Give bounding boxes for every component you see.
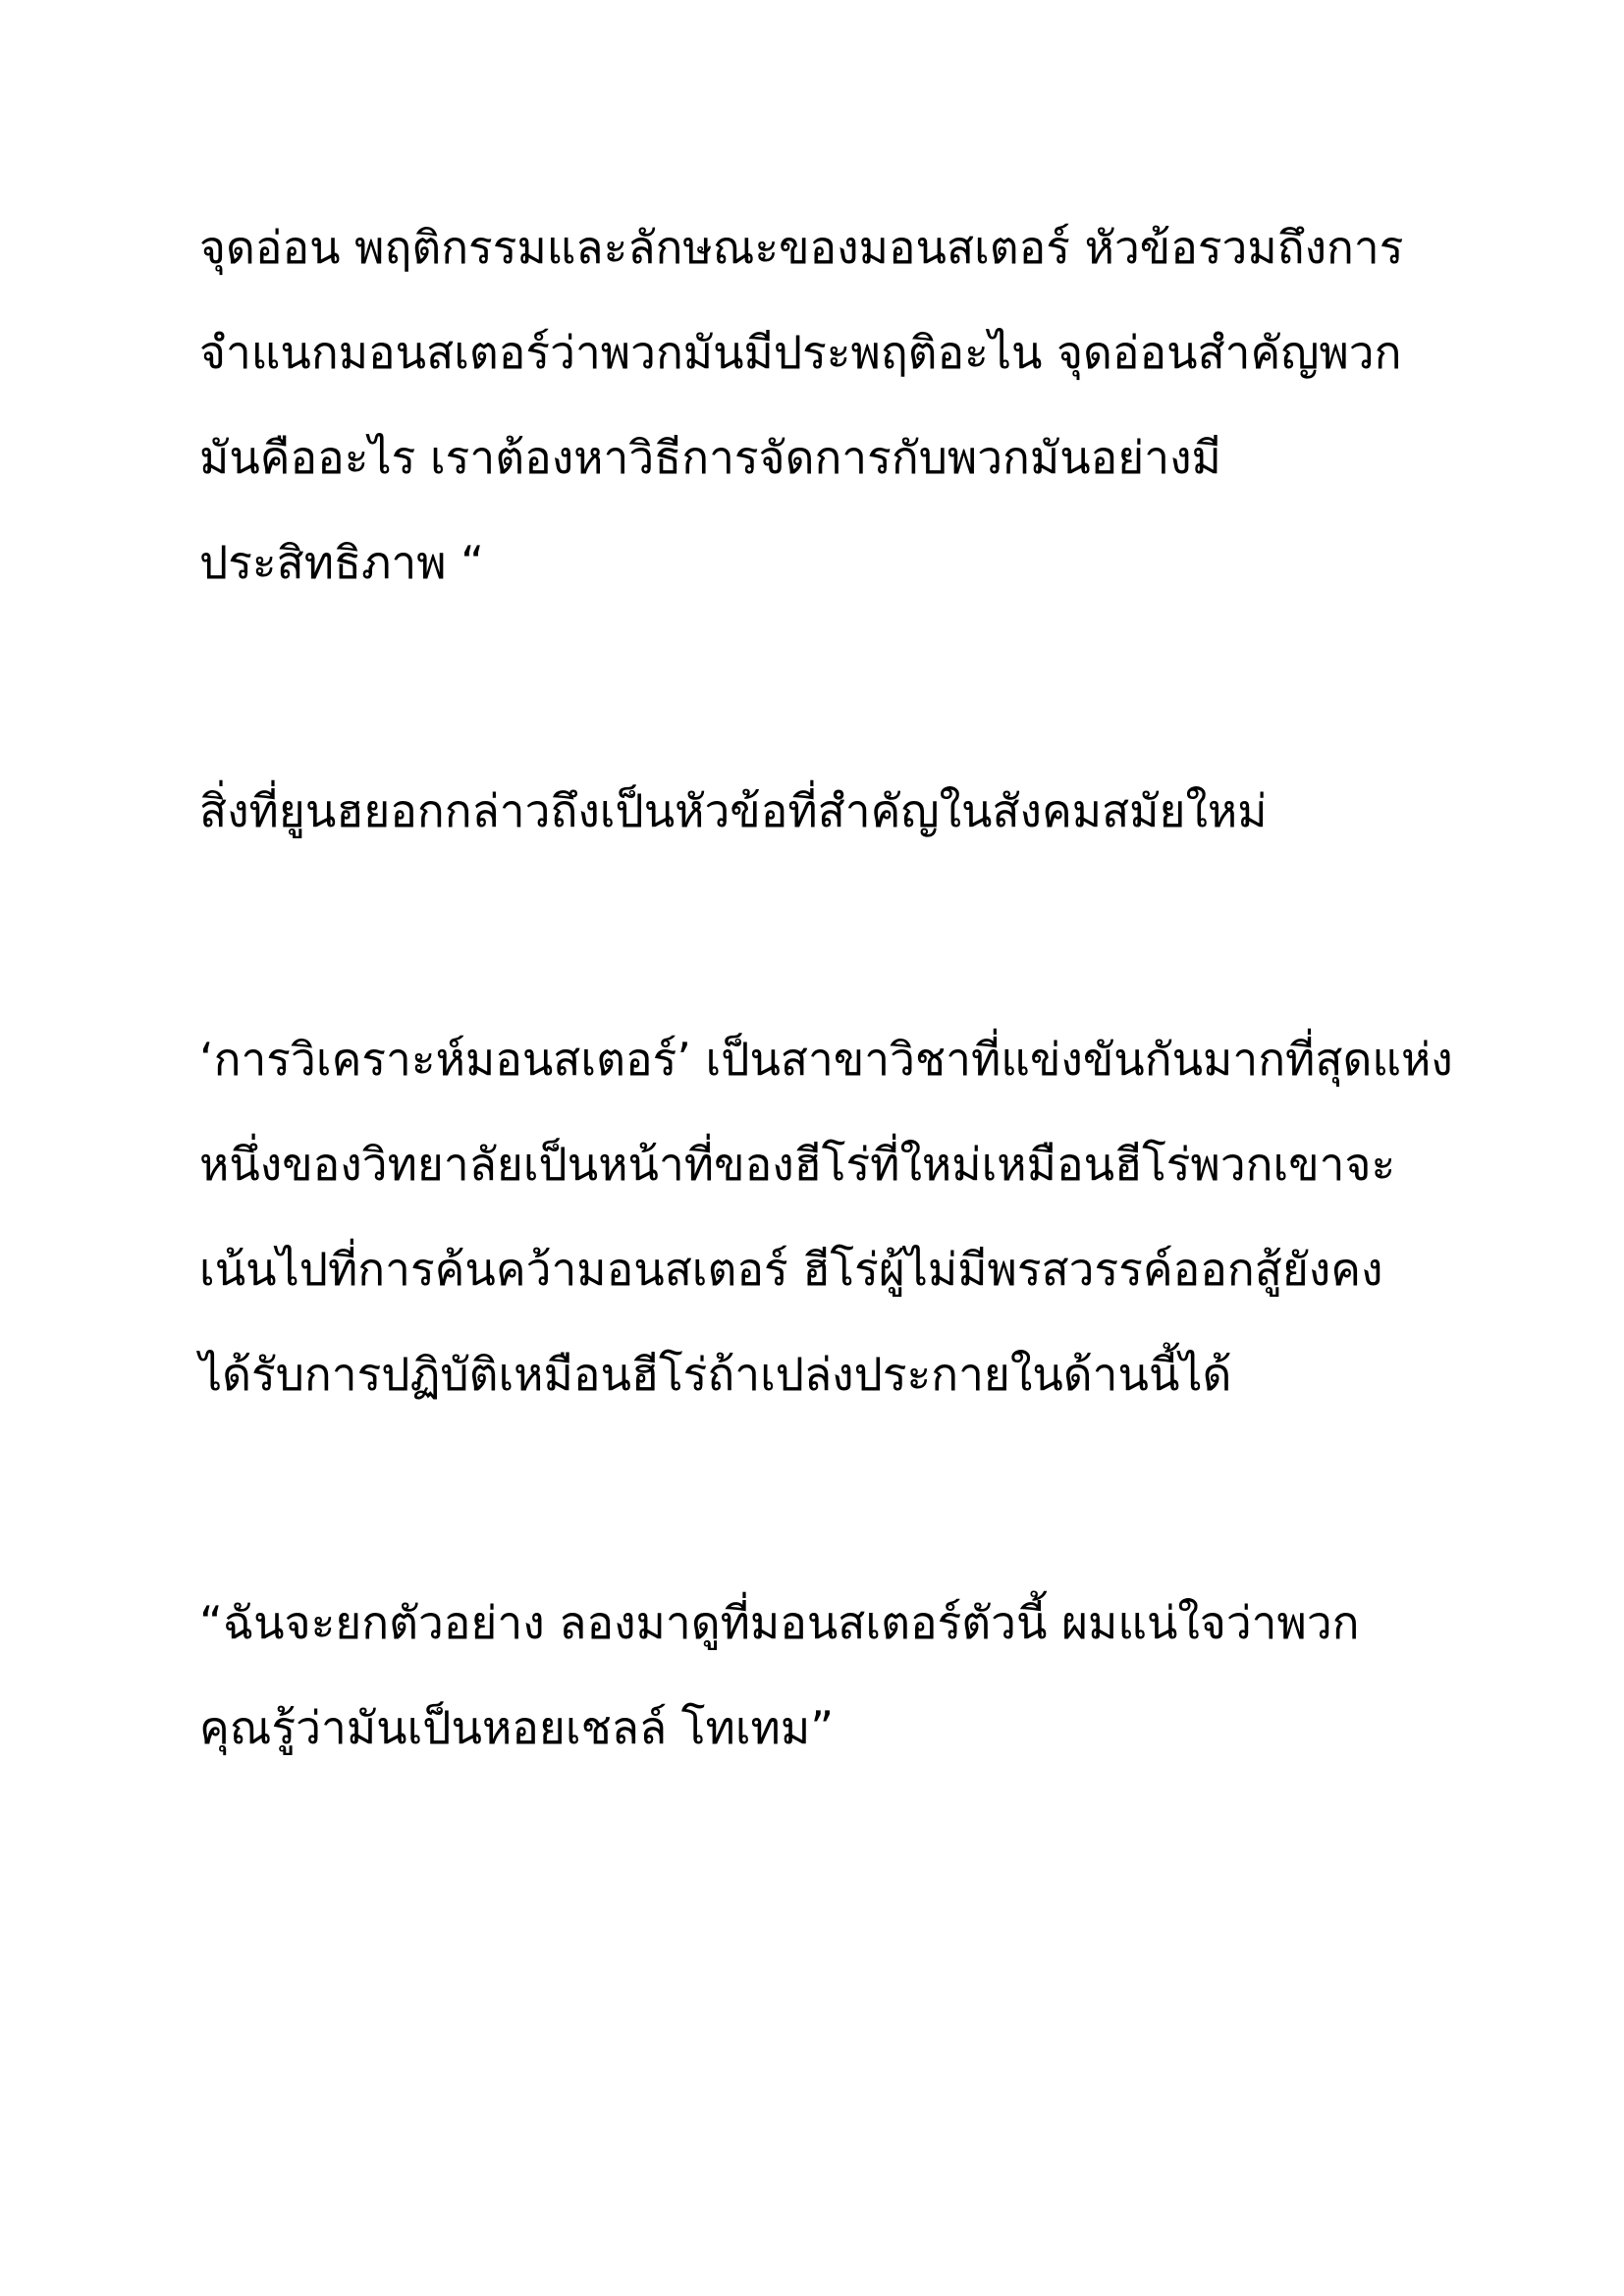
text-line: ‘การวิเคราะห์มอนสเตอร์’ เป็นสาขาวิชาที่แข่งขันกันมากที่สุดแห่ง xyxy=(199,1033,1453,1086)
text-line: จำแนกมอนสเตอร์ว่าพวกมันมีประพฤติอะไน จุดอ่อนสำคัญพวก xyxy=(199,326,1402,379)
text-line: หนึ่งของวิทยาลัยเป็นหน้าที่ของฮีโร่ที่ใหม่เหมือนฮีโร่พวกเขาจะ xyxy=(199,1138,1396,1191)
text-line: เน้นไปที่การค้นคว้ามอนสเตอร์ ฮีโร่ผู้ไม่มีพรสวรรค์ออกสู้ยังคง xyxy=(199,1243,1383,1296)
text-line: จุดอ่อน พฤติกรรมและลักษณะของมอนสเตอร์ หัวข้อรวมถึงการ xyxy=(199,221,1404,274)
text-line: สิ่งที่ยูนฮยอกกล่าวถึงเป็นหัวข้อที่สำคัญในสังคมสมัยใหม่ xyxy=(199,784,1268,837)
text-line: ประสิทธิภาพ “ xyxy=(199,536,485,589)
text-line: มันคืออะไร เราต้องหาวิธีการจัดการกับพวกมันอย่างมี xyxy=(199,431,1221,484)
text-line: ได้รับการปฏิบัติเหมือนฮีโร่ถ้าเปล่งประกายในด้านนี้ได้ xyxy=(199,1348,1232,1401)
text-line: คุณรู้ว่ามันเป็นหอยเชลล์ โทเทม” xyxy=(199,1701,835,1754)
text-line: “ฉันจะยกตัวอย่าง ลองมาดูที่มอนสเตอร์ตัวนี้ ผมแน่ใจว่าพวก xyxy=(199,1596,1360,1649)
